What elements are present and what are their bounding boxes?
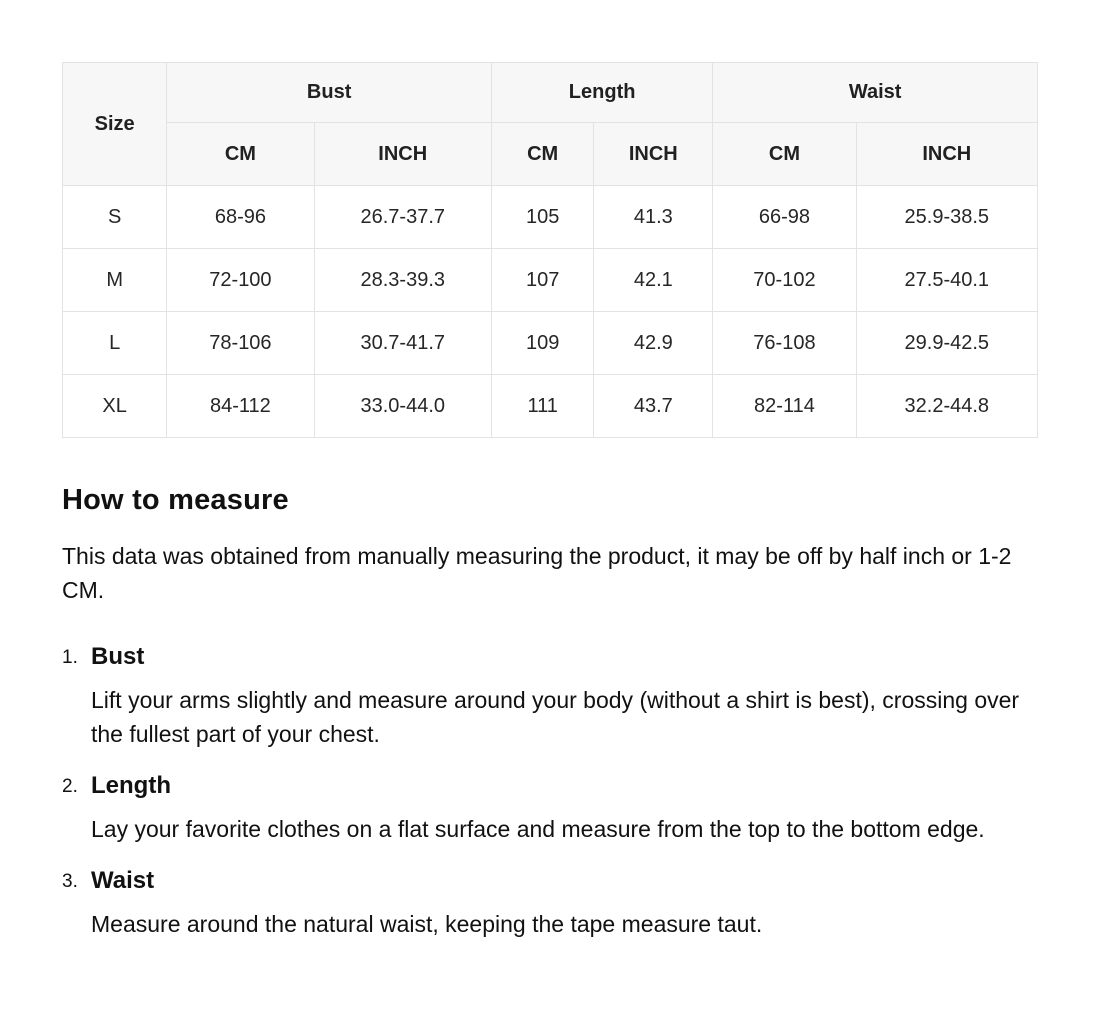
size-cell: S: [63, 186, 167, 249]
length-cm-cell: 111: [491, 375, 593, 438]
step-body: [91, 772, 1038, 846]
size-cell: L: [63, 312, 167, 375]
table-row: [63, 249, 1038, 312]
unit-header-length-cm: CM: [491, 123, 593, 186]
length-cm-cell: 109: [491, 312, 593, 375]
waist-cm-cell: 66-98: [713, 186, 856, 249]
column-header-length: Length: [491, 63, 712, 123]
step-description: Lift your arms slightly and measure around your body (without a shirt is best), crossing over the fullest part of your chest.: [91, 687, 1020, 747]
bust-inch-cell: 33.0-44.0: [314, 375, 491, 438]
waist-cm-cell: 76-108: [713, 312, 856, 375]
how-to-measure-heading: How to measure: [62, 484, 289, 516]
step-number: 2.: [62, 776, 78, 797]
step-term: Bust: [91, 643, 145, 670]
unit-header-length-inch: INCH: [594, 123, 713, 186]
step-body: [91, 643, 1038, 751]
length-cm-cell: 107: [491, 249, 593, 312]
bust-cm-cell: 72-100: [167, 249, 314, 312]
step-number: 1.: [62, 647, 78, 668]
bust-inch-cell: 26.7-37.7: [314, 186, 491, 249]
table-header-group-row: [63, 63, 1038, 123]
size-chart-table: [62, 62, 1038, 438]
unit-header-bust-inch: INCH: [314, 123, 491, 186]
how-to-measure-intro: This data was obtained from manually measuring the product, it may be off by half inch or 1-2 CM.: [62, 543, 1012, 603]
length-cm-cell: 105: [491, 186, 593, 249]
column-header-waist: Waist: [713, 63, 1038, 123]
bust-cm-cell: 68-96: [167, 186, 314, 249]
table-row: [63, 312, 1038, 375]
waist-cm-cell: 70-102: [713, 249, 856, 312]
waist-inch-cell: 32.2-44.8: [856, 375, 1037, 438]
step-body: [91, 867, 1038, 941]
table-row: [63, 186, 1038, 249]
table-header-unit-row: [63, 123, 1038, 186]
measure-step-bust: [62, 643, 1038, 751]
step-number: 3.: [62, 871, 78, 892]
table-row: [63, 375, 1038, 438]
waist-inch-cell: 27.5-40.1: [856, 249, 1037, 312]
column-header-size: Size: [63, 63, 167, 186]
waist-inch-cell: 25.9-38.5: [856, 186, 1037, 249]
step-description: Measure around the natural waist, keeping the tape measure taut.: [91, 911, 763, 937]
bust-cm-cell: 78-106: [167, 312, 314, 375]
size-cell: M: [63, 249, 167, 312]
length-inch-cell: 42.9: [594, 312, 713, 375]
bust-cm-cell: 84-112: [167, 375, 314, 438]
length-inch-cell: 43.7: [594, 375, 713, 438]
unit-header-bust-cm: CM: [167, 123, 314, 186]
measure-step-length: [62, 772, 1038, 846]
length-inch-cell: 42.1: [594, 249, 713, 312]
waist-inch-cell: 29.9-42.5: [856, 312, 1037, 375]
column-header-bust: Bust: [167, 63, 492, 123]
unit-header-waist-cm: CM: [713, 123, 856, 186]
waist-cm-cell: 82-114: [713, 375, 856, 438]
unit-header-waist-inch: INCH: [856, 123, 1037, 186]
step-description: Lay your favorite clothes on a flat surface and measure from the top to the bottom edge.: [91, 816, 985, 842]
bust-inch-cell: 30.7-41.7: [314, 312, 491, 375]
length-inch-cell: 41.3: [594, 186, 713, 249]
measure-steps-list: [62, 643, 1038, 941]
step-term: Length: [91, 772, 171, 799]
size-cell: XL: [63, 375, 167, 438]
measure-step-waist: [62, 867, 1038, 941]
step-term: Waist: [91, 867, 155, 894]
bust-inch-cell: 28.3-39.3: [314, 249, 491, 312]
